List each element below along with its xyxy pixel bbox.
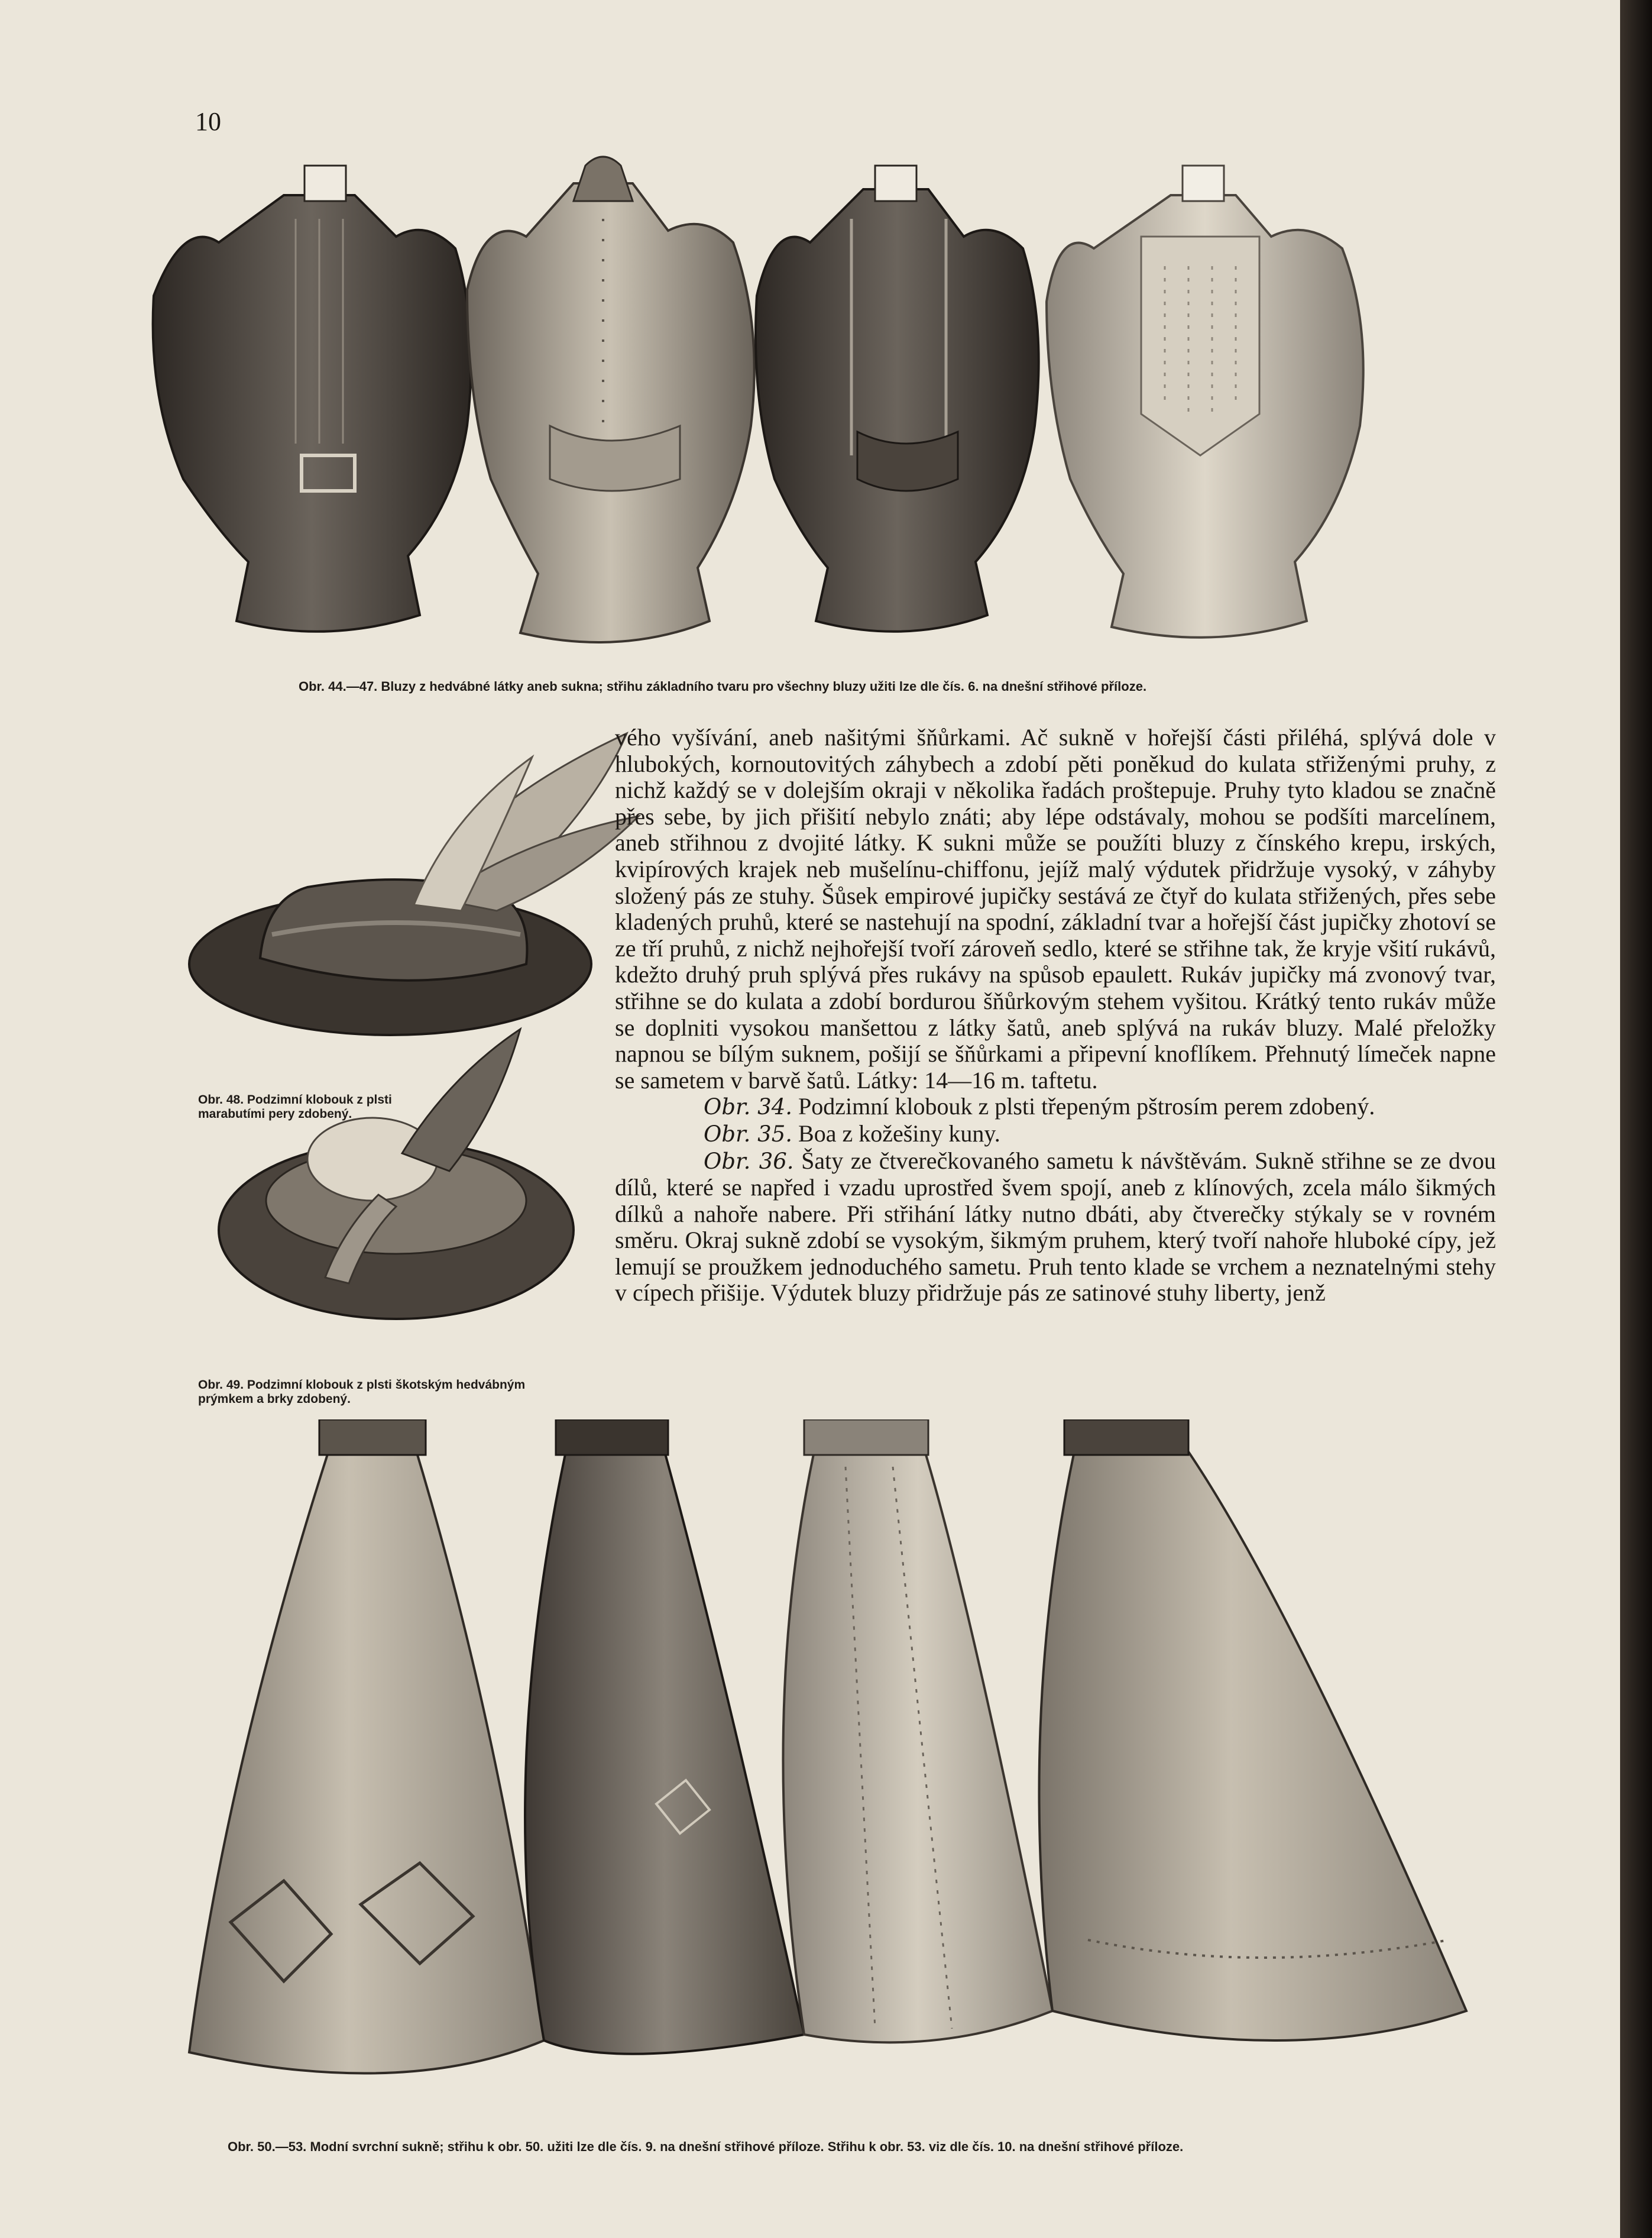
article-paragraph: Obr. 36. Šaty ze čtverečkovaného sametu k návštěvám. Sukně střihne se ze dvou dílů, které se napřed i vzadu uprostřed švem spojí, aneb z klínových, zcela málo šikmých dílků a nahoře nabere. Při střihání látky nutno dbáti, aby čtverečky stýkaly se v rovném směru. Okraj sukně zdobí se vysokým, šikmým pruhem, který tvoří nahoře hluboké cípy, jež lemují se proužkem jednoduchého sametu. Pruh tento klade se vrchem a neznatelnými stehy v cípech přišije. Výdutek bluzy přidržuje pás ze satinové stuhy liberty, jenž [615,1147,1496,1306]
skirt-53 [1039,1419,1467,2040]
blouses-illustration [148,148,1525,656]
blouse-46 [756,166,1039,632]
hat-48-caption: Obr. 48. Podzimní klobouk z plsti marabutími pery zdobený. [198,1093,392,1121]
page-number: 10 [195,107,221,136]
figure-reference: Obr. 34. [704,1094,793,1120]
figure-reference: Obr. 35. [704,1121,793,1147]
skirts-illustration [166,1419,1484,2129]
article-text [615,725,1496,1306]
hat-49-caption: Obr. 49. Podzimní klobouk z plsti škotským hedvábným prýmkem a brky zdobený. [198,1378,526,1406]
book-spine [1620,0,1652,2238]
article-paragraph: Obr. 35. Boa z kožešiny kuny. [704,1120,1000,1147]
blouses-caption: Obr. 44.—47. Bluzy z hedvábné látky aneb sukna; střihu základního tvaru pro všechny bluzy užiti lze dle čís. 6. na dnešní střihové příloze. [299,679,1147,694]
skirt-50 [189,1419,544,2074]
article-paragraph: Obr. 34. Podzimní klobouk z plsti třepeným pštrosím perem zdobený. [704,1093,1375,1120]
article-paragraph: vého vyšívání, aneb našitými šňůrkami. Ač sukně v hořejší části přiléhá, splývá dole v hlubokých, kornoutovitých záhybech a zdobí pěti poněkud do kulata střiženými pruhy, z nichž každý se v dolejším okraji v několika řadách proštepuje. Pruhy tyto kladou se značně přes sebe, by jich přišití nebylo znáti; aby lépe odstávaly, mohou se podšíti marcelínem, aneb střihnou z dvojité látky. K sukni může se použíti bluzy z čínského krepu, irských, kvipírových krajek neb mušelínu-chiffonu, jejíž malý výdutek přidržuje vysoký, v záhyby složený pás ze stuhy. Šůsek empirové jupičky sestává ze čtyř do kulata střižených, přes sebe kladených pruhů, které se nastehují na spodní, základní tvar a hořejší část jupičky zhotoví se ze tří pruhů, z nichž nejhořejší tvoří zároveň sedlo, které se střihne tak, že kryje všití rukávů, kdežto druhý pruh splývá přes rukávy na spůsob epaulett. Rukáv jupičky má zvonový tvar, střihne se do kulata a zdobí bordurou šňůrkovým stehem vyšitou. Krátký tento rukáv může se doplniti vysokou manšettou z látky šatů, aneb splývá na rukáv bluzy. Malé přeložky napnou se bílým suknem, pošijí se šňůrkami a připevní knoflíkem. Přehnutý límeček napne se sametem v barvě šatů. Látky: 14—16 m. taftetu. [615,724,1496,1094]
skirts-caption: Obr. 50.—53. Modní svrchní sukně; střihu k obr. 50. užiti lze dle čís. 9. na dnešní střihové příloze. Střihu k obr. 53. viz dle čís. 10. na dnešní střihové příloze. [228,2139,1184,2154]
blouse-47 [1047,166,1363,638]
figure-reference: Obr. 36. [704,1148,794,1174]
hat-49-illustration [201,1017,603,1348]
blouse-44 [153,166,471,632]
blouse-45 [467,157,754,642]
skirt-51 [525,1419,804,2054]
skirt-52 [783,1419,1052,2042]
